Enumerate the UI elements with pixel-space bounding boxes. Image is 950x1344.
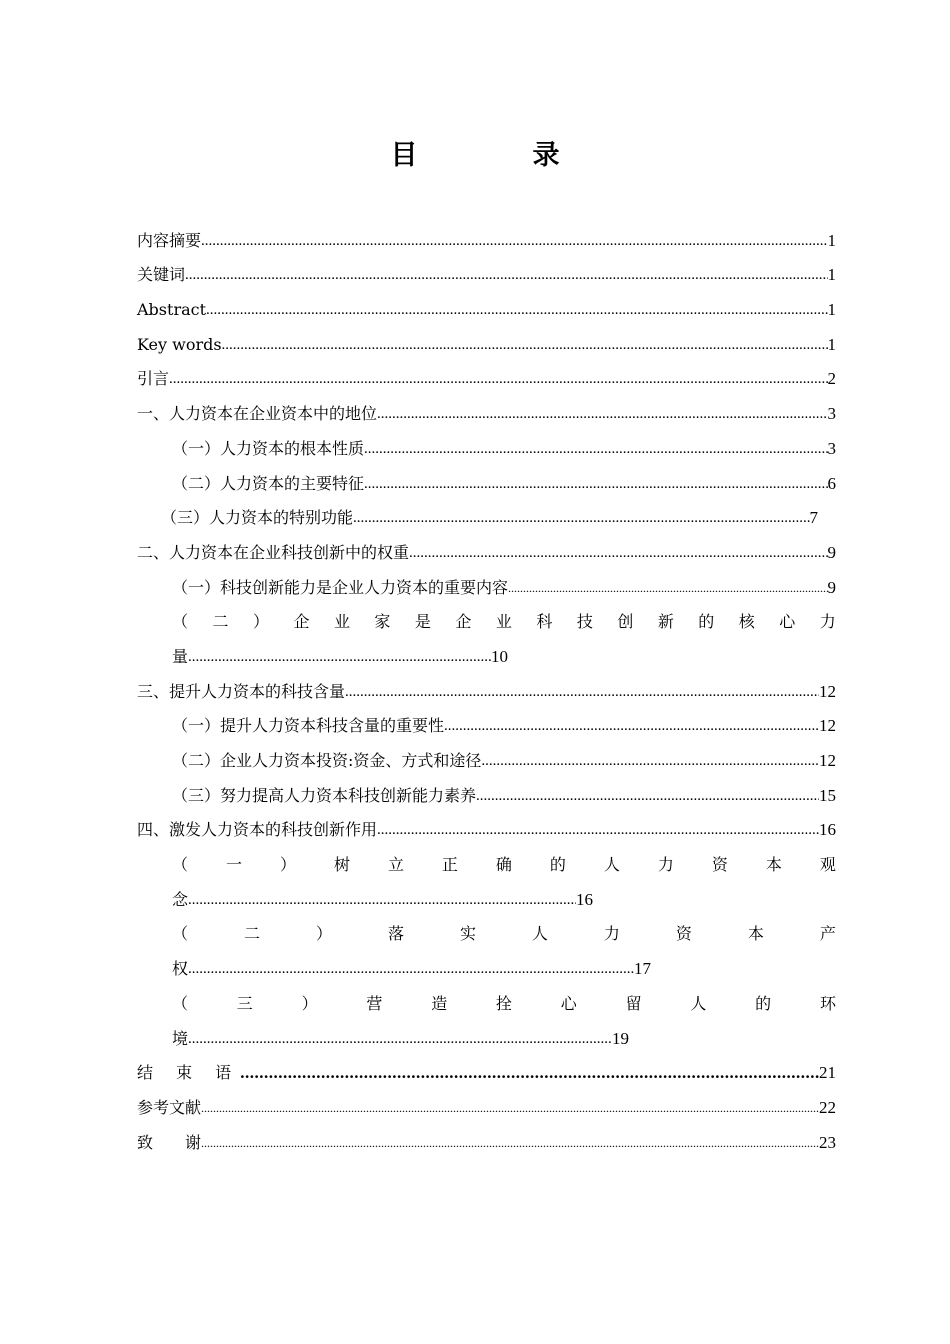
label-char: 二 (243, 924, 260, 944)
label-char: 核 (738, 612, 755, 632)
label-char: 资 (675, 924, 692, 944)
leader-dots (377, 404, 827, 424)
label-char: 环 (819, 993, 836, 1013)
toc-entry-page: 15 (819, 785, 836, 805)
toc-subentry-wrapped[interactable] (137, 840, 836, 909)
toc-subentry[interactable] (137, 771, 836, 806)
toc-entry[interactable] (137, 1118, 836, 1153)
leader-dots (444, 716, 819, 736)
wrapped-label-line (172, 632, 836, 667)
toc-entry-label: 四、激发人力资本的科技创新作用 (137, 820, 378, 840)
toc-subentry-wrapped[interactable] (137, 979, 836, 1048)
label-char: 的 (549, 855, 566, 875)
leader-dots (409, 543, 827, 563)
label-char: ） (301, 993, 318, 1013)
toc-entry-page: 12 (819, 751, 836, 770)
leader-dots (364, 474, 827, 494)
toc-entry-label: 二、人力资本在企业科技创新中的权重 (137, 542, 410, 562)
toc-entry-page: 19 (612, 1028, 630, 1048)
label-char: ） (279, 855, 296, 875)
label-char: 力 (819, 612, 836, 632)
toc-subentry-wrapped[interactable] (137, 910, 836, 979)
label-char: 三 (236, 993, 253, 1013)
leader-dots (188, 647, 491, 667)
leader-dots (188, 959, 634, 979)
label-char: ） (252, 612, 269, 632)
label-char: 创 (617, 612, 634, 632)
label-char: 力 (657, 855, 674, 875)
leader-dots (345, 682, 819, 702)
toc-entry-label: （一）人力资本的根本性质 (172, 438, 365, 458)
toc-entry-label: 引言 (137, 369, 170, 389)
label-char: 的 (755, 993, 772, 1013)
label-char: 是 (414, 612, 431, 632)
toc-subentry-wrapped[interactable] (137, 598, 836, 667)
wrapped-label-line (172, 875, 836, 910)
toc-entry-page: 7 (809, 508, 818, 528)
toc-entry-label: （三）人力资本的特别功能 (161, 508, 354, 528)
toc-entry-label: （一）提升人力资本科技含量的重要性 (172, 716, 445, 736)
toc-subentry[interactable] (137, 424, 836, 459)
toc-entry-label: （一）科技创新能力是企业人力资本的重要内容 (172, 577, 509, 597)
leader-dots (476, 786, 819, 806)
justified-label-line (172, 910, 836, 945)
toc-entry-label: 内容摘要 (137, 230, 202, 250)
toc-subentry[interactable] (137, 563, 836, 598)
toc-entry-label: Abstract (137, 300, 207, 320)
toc-entry[interactable] (137, 320, 836, 355)
label-char: 人 (531, 924, 548, 944)
leader-dots (201, 231, 827, 251)
toc-entry-page: 17 (634, 959, 652, 979)
leader-dots (188, 890, 576, 910)
leader-dots (377, 820, 819, 840)
label-char: 家 (374, 612, 391, 632)
toc-entry-page: 1 (827, 300, 836, 320)
toc-entry-page: 22 (819, 1097, 836, 1117)
toc-entry-page: 2 (827, 369, 836, 389)
label-char: （ (172, 612, 189, 632)
leader-dots (364, 439, 827, 459)
toc-entry-label: Key words (137, 334, 222, 354)
label-char: 企 (455, 612, 472, 632)
toc-entry-page: 12 (819, 681, 836, 701)
leader-dots (508, 578, 827, 598)
toc-entry-label: 参考文献 (137, 1097, 202, 1117)
label-char: 人 (690, 993, 707, 1013)
label-char: 心 (560, 993, 577, 1013)
wrapped-label-line (172, 1014, 836, 1049)
toc-subentry[interactable] (137, 702, 836, 737)
label-char: 确 (495, 855, 512, 875)
leader-dots (222, 335, 828, 355)
toc-entry[interactable] (137, 389, 836, 424)
toc-entry-page: 16 (819, 820, 836, 840)
toc-entry-label: （二）企业人力资本投资:资金、方式和途径 (172, 751, 482, 770)
label-char: 产 (819, 924, 836, 944)
label-char: 正 (441, 855, 458, 875)
toc-entry[interactable] (137, 528, 836, 563)
toc-entry-label: （三）努力提高人力资本科技创新能力素养 (172, 785, 477, 805)
label-char: 实 (459, 924, 476, 944)
label-char: 拴 (495, 993, 512, 1013)
toc-entry-label-tail: 境 (172, 1028, 189, 1048)
toc-entry-page: 1 (827, 334, 836, 354)
toc-entry-page: 3 (827, 438, 836, 458)
toc-entry-label: 一、人力资本在企业资本中的地位 (137, 404, 378, 424)
label-char: 留 (625, 993, 642, 1013)
label-char: 立 (387, 855, 404, 875)
label-char: （ (172, 993, 189, 1013)
toc-entry-label-tail: 权 (172, 959, 189, 979)
label-char: （ (172, 924, 189, 944)
label-char: 一 (225, 855, 242, 875)
label-char: 技 (576, 612, 593, 632)
toc-entry-page: 1 (827, 230, 836, 250)
label-char: 资 (711, 855, 728, 875)
toc-entry-label: 致 谢 (137, 1132, 202, 1152)
toc-entry-page: 16 (576, 889, 594, 909)
toc-entry[interactable] (137, 806, 836, 841)
leader-dots (206, 300, 827, 320)
table-of-contents (137, 216, 836, 1153)
toc-entry-label-tail: 念 (172, 889, 189, 909)
label-char: 二 (212, 612, 229, 632)
toc-entry-label-tail: 量 (172, 646, 189, 666)
label-char: 树 (333, 855, 350, 875)
label-char: 科 (536, 612, 553, 632)
toc-entry-page: 23 (819, 1132, 836, 1152)
wrapped-label-line (172, 944, 836, 979)
leader-dots (188, 1029, 612, 1049)
label-char: 落 (387, 924, 404, 944)
page-title: 目 录 (390, 140, 604, 171)
label-char: 心 (779, 612, 796, 632)
toc-entry-page: 6 (827, 473, 836, 493)
label-char: 力 (603, 924, 620, 944)
label-char: 营 (366, 993, 383, 1013)
leader-dots (481, 751, 819, 771)
toc-entry-label: 关键词 (137, 265, 186, 285)
toc-entry-page: 10 (491, 646, 509, 666)
toc-entry[interactable] (137, 355, 836, 390)
label-char: 本 (747, 924, 764, 944)
toc-subentry[interactable] (137, 736, 836, 771)
toc-entry[interactable] (137, 1083, 836, 1118)
label-char: 的 (698, 612, 715, 632)
label-char: （ (172, 855, 189, 875)
toc-subentry[interactable] (137, 494, 836, 529)
toc-entry-label: 三、提升人力资本的科技含量 (137, 681, 346, 701)
toc-entry-page: 3 (827, 404, 836, 424)
label-char: 造 (431, 993, 448, 1013)
toc-subentry[interactable] (137, 459, 836, 494)
justified-label-line (172, 598, 836, 633)
leader-dots (240, 1063, 819, 1083)
label-char: 新 (657, 612, 674, 632)
toc-entry-label: 结 束 语 (137, 1063, 241, 1083)
label-char: 业 (495, 612, 512, 632)
leader-dots (169, 369, 827, 389)
toc-entry-page: 9 (827, 542, 836, 562)
toc-entry[interactable] (137, 216, 836, 251)
toc-entry[interactable] (137, 1049, 836, 1084)
leader-dots (353, 508, 809, 528)
label-char: 企 (293, 612, 310, 632)
toc-entry-page: 21 (819, 1063, 836, 1083)
justified-label-line (172, 979, 836, 1014)
toc-entry[interactable] (137, 251, 836, 286)
leader-dots (185, 265, 827, 285)
toc-entry-page: 1 (827, 265, 836, 285)
label-char: 本 (765, 855, 782, 875)
justified-label-line (172, 840, 836, 875)
label-char: 业 (333, 612, 350, 632)
toc-entry[interactable] (137, 285, 836, 320)
toc-entry[interactable] (137, 667, 836, 702)
leader-dots (201, 1098, 819, 1118)
label-char: 人 (603, 855, 620, 875)
label-char: ） (315, 924, 332, 944)
leader-dots (201, 1133, 819, 1153)
label-char: 观 (819, 855, 836, 875)
toc-entry-page: 12 (819, 716, 836, 736)
toc-entry-page: 9 (827, 577, 836, 597)
toc-entry-label: （二）人力资本的主要特征 (172, 473, 365, 493)
